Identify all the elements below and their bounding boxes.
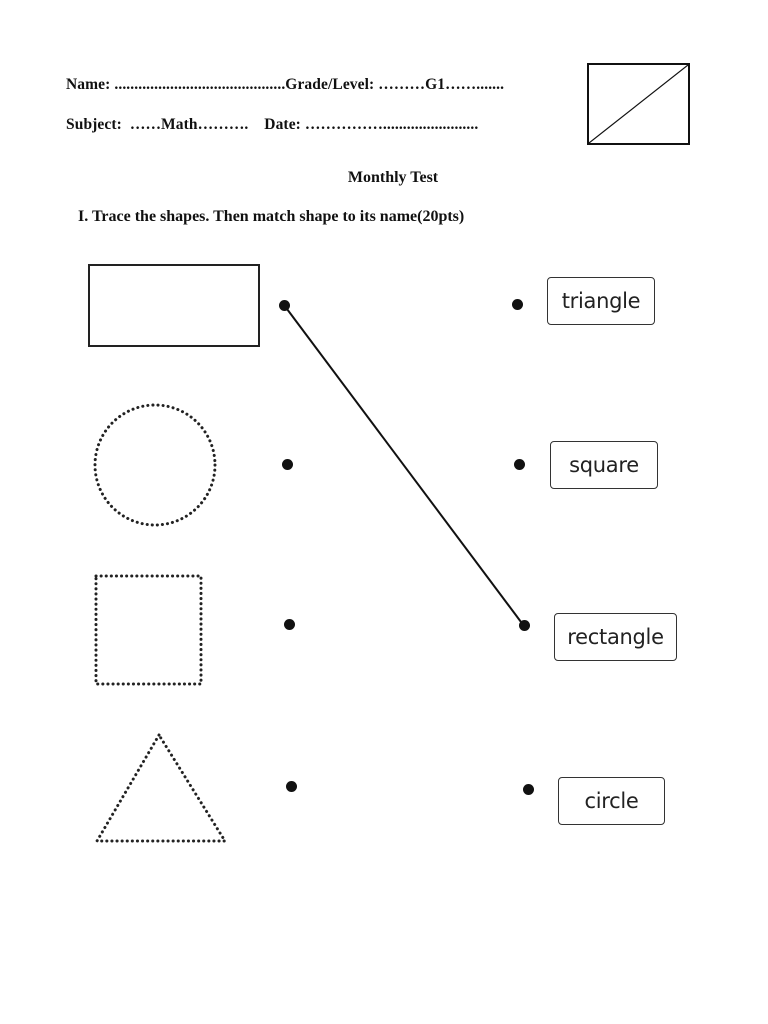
circle-shape[interactable] — [95, 405, 215, 525]
label-dot-triangle[interactable] — [512, 299, 523, 310]
label-square[interactable]: square — [550, 441, 658, 489]
label-dot-square[interactable] — [514, 459, 525, 470]
shape-dot-square[interactable] — [284, 619, 295, 630]
triangle-shape[interactable] — [97, 735, 225, 841]
name-grade-line: Name: ...........................................Grade/Level: ………G1……....... — [66, 76, 505, 93]
subject-date-line: Subject: ……Math………. Date: ……………........................ — [66, 116, 479, 133]
label-triangle[interactable]: triangle — [547, 277, 655, 325]
page-title: Monthly Test — [347, 169, 439, 186]
label-rectangle[interactable]: rectangle — [554, 613, 677, 661]
instruction-text: I. Trace the shapes. Then match shape to its name(20pts) — [78, 208, 465, 225]
shape-dot-circle[interactable] — [282, 459, 293, 470]
match-line-rectangle — [284, 305, 524, 626]
rectangle-shape — [89, 265, 259, 346]
label-dot-circle[interactable] — [523, 784, 534, 795]
square-shape[interactable] — [96, 576, 201, 684]
label-circle[interactable]: circle — [558, 777, 665, 825]
shape-dot-rectangle[interactable] — [279, 300, 290, 311]
shape-dot-triangle[interactable] — [286, 781, 297, 792]
label-dot-rectangle[interactable] — [519, 620, 530, 631]
